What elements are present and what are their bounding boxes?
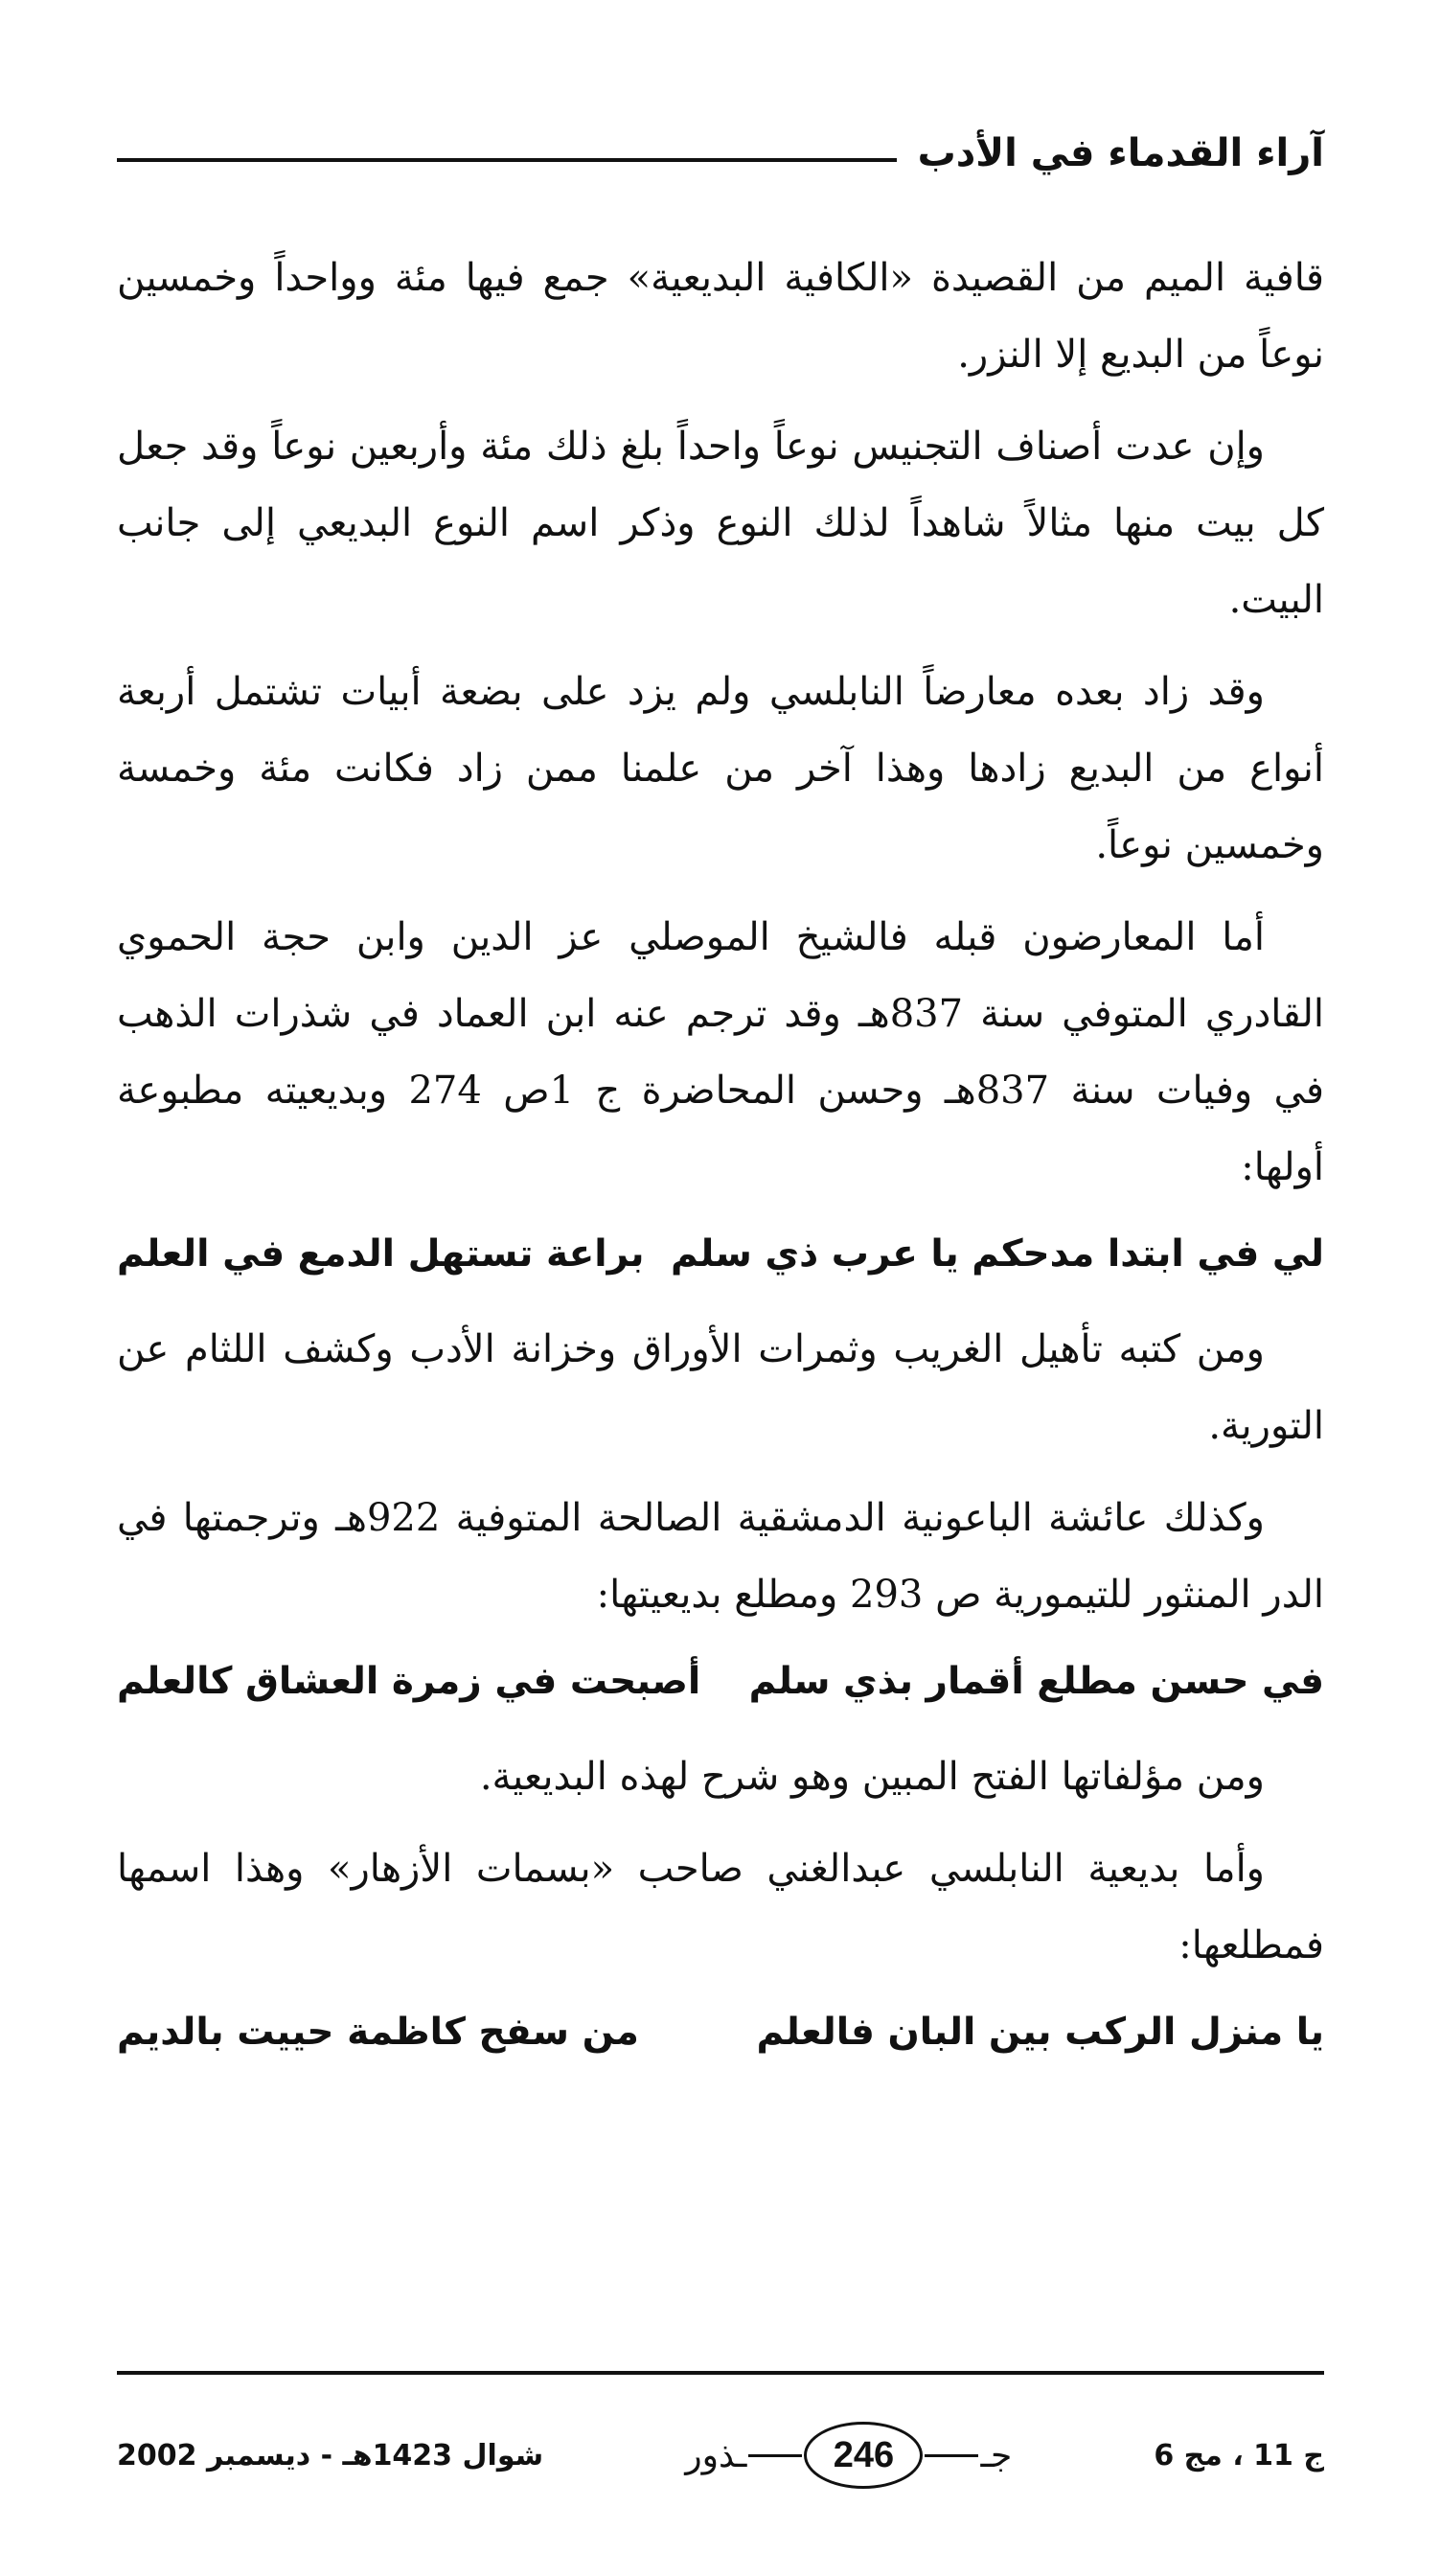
verse-3-first-hemistich: يا منزل الركب بين البان فالعلم	[756, 2011, 1324, 2054]
logo-dash-left	[748, 2454, 802, 2457]
paragraph-2: وإن عدت أصناف التجنيس نوعاً واحداً بلغ ذلك مئة وأربعين نوعاً وقد جعل كل بيت منها مثالاً شاهداً لذلك النوع وذكر اسم النوع البديعي إلى جانب البيت.	[117, 425, 1324, 622]
header-rule	[117, 158, 897, 162]
verse-1-second-hemistich: براعة تستهل الدمع في العلم	[117, 1232, 645, 1276]
paragraph-7: ومن مؤلفاتها الفتح المبين وهو شرح لهذه البديعية.	[479, 1755, 1265, 1799]
paragraph-3: وقد زاد بعده معارضاً النابلسي ولم يزد على بضعة أبيات تشتمل أربعة أنواع من البديع زادها وهذا آخر من علمنا ممن زاد فكانت مئة وخمسة وخمسين نوعاً.	[117, 670, 1324, 867]
paragraph-5: ومن كتبه تأهيل الغريب وثمرات الأوراق وخزانة الأدب وكشف اللثام عن التورية.	[117, 1327, 1324, 1448]
running-title: آراء القدماء في الأدب	[917, 131, 1324, 175]
verse-3-second-hemistich: من سفح كاظمة حييت بالديم	[117, 2011, 639, 2054]
paragraph-8: وأما بديعية النابلسي عبدالغني صاحب «بسمات الأزهار» وهذا اسمها فمطلعها:	[117, 1847, 1324, 1967]
verse-1-first-hemistich: لي في ابتدا مدحكم يا عرب ذي سلم	[670, 1232, 1324, 1276]
issue-date: شوال 1423هـ - ديسمبر 2002	[117, 2438, 544, 2472]
volume-info: ج 11 ، مج 6	[1154, 2438, 1324, 2472]
verse-3	[117, 1999, 1324, 2066]
paragraph-6: وكذلك عائشة الباعونية الدمشقية الصالحة المتوفية 922هـ وترجمتها في الدر المنثور للتيمورية ص 293 ومطلع بديعيتها:	[117, 1496, 1324, 1617]
article-body	[117, 240, 1324, 2089]
page-footer	[117, 2417, 1324, 2494]
page-number: 246	[804, 2422, 923, 2489]
footer-rule	[117, 2371, 1324, 2375]
logo-dash-right	[925, 2454, 978, 2457]
running-header	[117, 125, 1324, 182]
verse-2	[117, 1648, 1324, 1715]
journal-logo	[685, 2422, 1012, 2489]
verse-2-second-hemistich: أصبحت في زمرة العشاق كالعلم	[117, 1660, 701, 1703]
verse-2-first-hemistich: في حسن مطلع أقمار بذي سلم	[748, 1660, 1324, 1703]
paragraph-4: أما المعارضون قبله فالشيخ الموصلي عز الدين وابن حجة الحموي القادري المتوفي سنة 837هـ وقد ترجم عنه ابن العماد في شذرات الذهب في وفيات سنة 837هـ وحسن المحاضرة ج 1ص 274 وبديعيته مطبوعة أولها:	[117, 915, 1325, 1189]
journal-name-end: ـذور	[685, 2435, 747, 2475]
journal-name-start: جـ	[980, 2435, 1013, 2475]
verse-1	[117, 1221, 1324, 1288]
paragraph-1: قافية الميم من القصيدة «الكافية البديعية» جمع فيها مئة وواحداً وخمسين نوعاً من البديع إلا النزر.	[117, 256, 1324, 377]
